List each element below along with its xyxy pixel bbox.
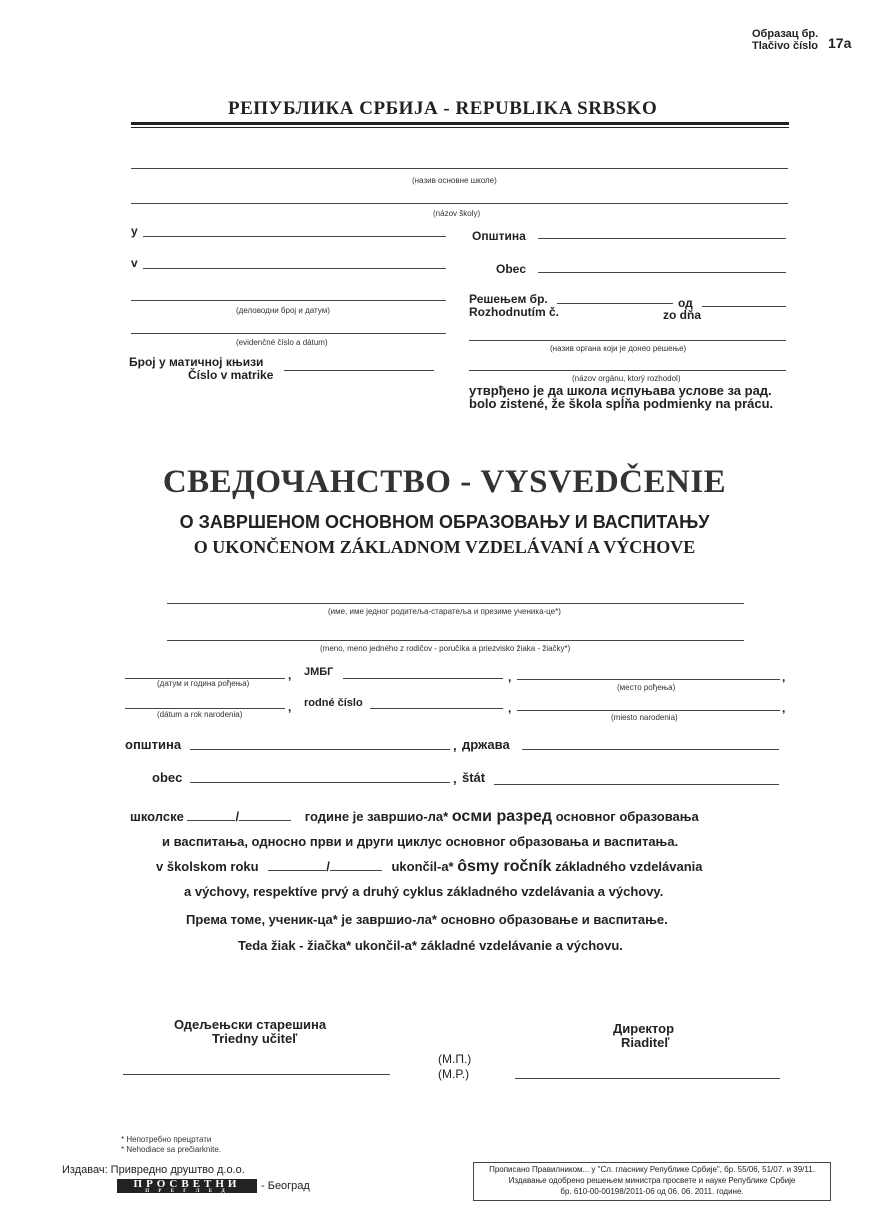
header-rule-thin [131,127,789,128]
publisher-brand-sub: П Р Е Г Л Е Д [145,1189,229,1193]
certificate-title-lat: VYSVEDČENIE [480,464,727,500]
birth-place-line [517,679,780,680]
body-line-2: и васпитања, односно први и други циклус основног образовања и васпитања. [162,834,679,849]
body-l3-a: v školskom roku [156,859,259,874]
body-line-3 [156,858,703,876]
municipality-line-cyr [538,238,786,239]
organ-line-2 [469,370,786,371]
jmbg-line [343,678,503,679]
registry-line [131,300,446,301]
confirm-text-cyr: утврђено је да школа испуњава услове за рад. [469,383,772,398]
student-state-lat: štát [462,770,486,785]
body-l3-em: ôsmy ročník [457,858,552,875]
regulation-line-2: Издавање одобрено решењем министра просвете и науке Републике Србије [508,1176,796,1185]
teacher-signature-line [123,1074,390,1075]
school-year-start-blank-lat [268,870,326,871]
teacher-label-cyr: Одељењски старешина [174,1017,327,1032]
place-line-lat [143,268,446,269]
rodne-label: rodné číslo [304,697,363,709]
comma-8: , [453,771,457,786]
form-number: 17a [828,35,852,51]
body-l1-b: године је завршио-ла* [304,809,449,824]
rodne-line [370,708,503,709]
body-l1-a: школске [130,809,184,824]
regulation-line-1: Прописано Правилником... у "Сл. гласнику Републике Србије", бр. 55/06, 51/07. и 39/11. [489,1165,815,1174]
regulation-line-3: бр. 610-00-00198/2011-06 од 06. 06. 2011. године. [560,1187,744,1196]
body-l1-c: основног образовања [555,809,699,824]
director-label-lat: Riaditeľ [621,1035,670,1050]
body-line-5: Према томе, ученик-ца* је завршио-ла* основно образовање и васпитање. [186,912,668,927]
school-year-end-blank [239,820,291,821]
publisher-logo [117,1179,257,1193]
comma-6: , [782,701,786,715]
body-line-4: a výchovy, respektíve prvý a druhý cyklus základného vzdelávania a výchovy. [184,884,664,899]
certificate-subtitle-lat: O UKONČENOM ZÁKLADNOM VZDELÁVANÍ A VÝCHOVE [193,537,696,557]
director-label-cyr: Директор [613,1021,675,1036]
comma-2: , [508,670,512,684]
school-name-line [131,168,788,169]
certificate-subtitle-cyr: О ЗАВРШЕНОМ ОСНОВНОМ ОБРАЗОВАЊУ И ВАСПИТАЊУ [179,512,710,532]
municipality-line-lat [538,272,786,273]
decision-label-cyr: Решењем бр. [469,292,548,306]
organ-caption-cyr: (назив органа који је донео решење) [550,344,687,353]
body-l3-slash: / [326,859,330,874]
decision-date-line [702,306,786,307]
comma-3: , [782,670,786,684]
body-l1-slash: / [235,809,240,824]
birth-place-line-2 [517,710,780,711]
header-rule [131,122,789,125]
footnote-lat: * Nehodiace sa prečiarknite. [121,1145,222,1154]
regulation-box [473,1162,831,1201]
student-muni-cyr: општина [125,737,182,752]
publisher-brand: ПРОСВЕТНИ [133,1179,241,1190]
certificate-title-sep: - [451,464,481,500]
body-line-1 [130,808,699,826]
student-state-line-lat [494,784,779,785]
body-line-6: Teda žiak - žiačka* ukončil-a* základné vzdelávanie a výchovu. [238,938,623,953]
publisher-city: - Београд [261,1180,310,1192]
registry-caption-lat: (evidenčné číslo a dátum) [236,338,328,347]
body-l1-em: осми разред [451,808,553,825]
comma-5: , [508,701,512,715]
organ-line [469,340,786,341]
matrix-label-cyr: Број у матичној књизи [129,355,264,369]
footnote-cyr: * Непотребно прецртати [121,1135,212,1144]
school-year-end-blank-lat [330,870,382,871]
school-name-line-2 [131,203,788,204]
form-number-label-cyr: Образац бр. [752,28,819,40]
teacher-label-lat: Triedny učiteľ [212,1031,298,1046]
decision-label-lat: Rozhodnutím č. [469,305,559,319]
comma-1: , [288,668,292,682]
student-muni-line-lat [190,782,450,783]
student-state-line-cyr [522,749,779,750]
decision-from-cyr: од [678,296,693,310]
student-muni-line-cyr [190,749,450,750]
matrix-line [284,370,434,371]
student-name-line [167,603,744,604]
place-line-cyr [143,236,446,237]
stamp-cyr: (М.П.) [438,1052,472,1066]
student-name-line-2 [167,640,744,641]
form-number-label-lat: Tlačivo číslo [752,40,819,52]
registry-line-2 [131,333,446,334]
certificate-title-cyr: СВЕДОЧАНСТВО [162,464,452,500]
director-signature-line [515,1078,780,1079]
school-caption-cyr: (назив основне школе) [412,176,497,185]
certificate-title [0,464,889,501]
student-name-caption-cyr: (име, име једног родитеља-старатеља и презиме ученика-це*) [328,607,561,616]
student-muni-lat: obec [152,770,183,785]
decision-from-lat: zo dňa [663,308,701,322]
comma-4: , [288,700,292,714]
student-name-caption-lat: (meno, meno jedného z rodičov - poručíka a priezvisko žiaka - žiačky*) [320,644,571,653]
place-in-lat: v [131,256,138,270]
publisher-label: Издавач: Привредно друштво д.о.о. [62,1164,245,1176]
stamp-lat: (M.P.) [438,1067,470,1081]
decision-number-line [557,303,673,304]
jmbg-label: JMБГ [304,666,334,678]
municipality-cyr: Општина [472,229,526,243]
registry-caption-cyr: (деловодни број и датум) [236,306,330,315]
birth-date-caption-cyr: (датум и година рођења) [157,679,250,688]
body-l3-b: ukončil-a* [391,859,454,874]
confirm-text-lat: bolo zistené, že škola spĺňa podmienky na prácu. [469,396,774,411]
birth-place-caption-cyr: (место рођења) [617,683,676,692]
school-caption-lat: (názov školy) [433,209,481,218]
republic-header: РЕПУБЛИКА СРБИЈА - REPUBLIKA SRBSKO [228,98,658,119]
matrix-label-lat: Číslo v matrike [188,368,274,382]
place-in-cyr: у [131,224,138,238]
student-state-cyr: држава [462,737,510,752]
municipality-lat: Obec [496,262,527,276]
birth-date-line-2 [125,708,285,709]
school-year-start-blank [187,820,235,821]
birth-place-caption-lat: (miesto narodenia) [611,713,678,722]
comma-7: , [453,738,457,753]
body-l3-c: základného vzdelávania [555,859,703,874]
organ-caption-lat: (názov orgánu, ktorý rozhodol) [572,374,681,383]
form-number-block [752,28,818,52]
birth-date-caption-lat: (dátum a rok narodenia) [157,710,243,719]
